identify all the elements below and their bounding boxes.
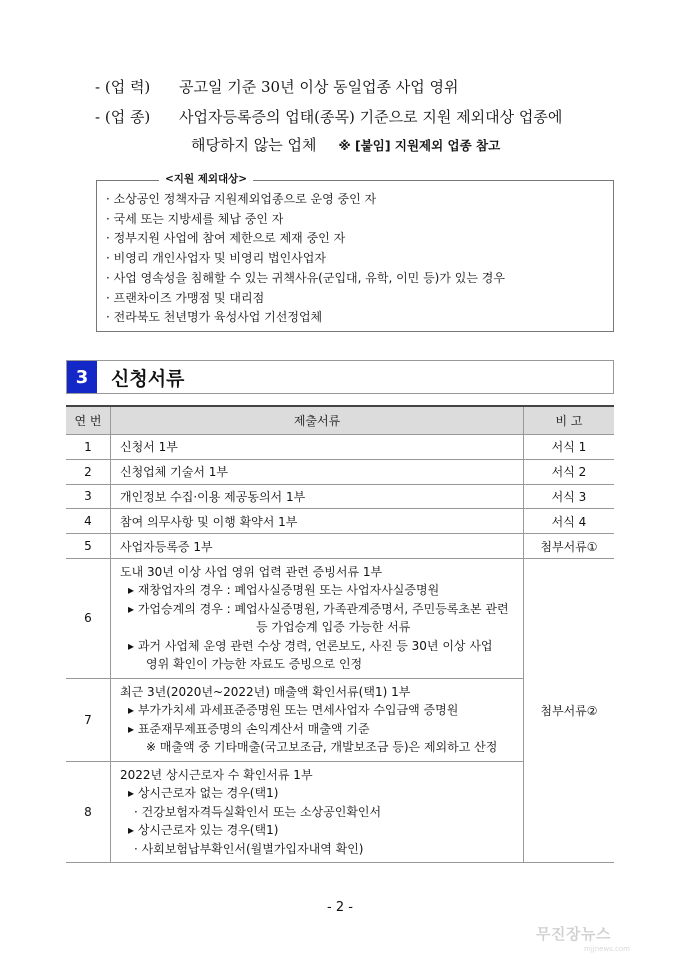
requirement-label: - (업 력): [95, 78, 151, 96]
doc-block: [120, 762, 523, 863]
row-doc: [111, 558, 524, 678]
row-doc: [111, 678, 524, 761]
doc-line: ▸ 표준재무제표증명의 손익계산서 매출액 기준: [128, 721, 370, 736]
doc-line: ※ 매출액 중 기타매출(국고보조금, 개발보조금 등)은 제외하고 산정: [146, 740, 498, 755]
doc-block: [120, 559, 523, 678]
doc-line: ▸ 부가가치세 과세표준증명원 또는 면세사업자 수입금액 증명원: [128, 703, 459, 718]
row-doc: [111, 761, 524, 863]
row-no: 6: [66, 558, 111, 678]
doc-block: [120, 679, 523, 761]
requirement-label: - (업 종): [95, 108, 151, 126]
exclusion-item: · 정부지원 사업에 참여 제한으로 제재 중인 자: [106, 231, 346, 246]
row-note: 첨부서류①: [524, 534, 615, 559]
table-row: [66, 509, 614, 534]
table-row: [66, 435, 614, 460]
row-no: 3: [66, 484, 111, 509]
doc-line: ▸ 과거 사업체 운영 관련 수상 경력, 언론보도, 사진 등 30년 이상 사업: [128, 638, 493, 653]
row-no: 1: [66, 435, 111, 460]
exclusion-item: · 프랜차이즈 가맹점 및 대리점: [106, 290, 265, 305]
row-note: 서식 2: [524, 459, 615, 484]
requirement-industry-cont: [191, 134, 500, 157]
row-note-merged: 첨부서류②: [524, 558, 615, 863]
row-doc: 참여 의무사항 및 이행 확약서 1부: [111, 509, 524, 534]
row-doc: 신청업체 기술서 1부: [111, 459, 524, 484]
doc-line: ▸ 가업승계의 경우 : 폐업사실증명원, 가족관계증명서, 주민등록초본 관련: [128, 601, 509, 616]
header-doc: 제출서류: [111, 406, 524, 435]
row-doc: 사업자등록증 1부: [111, 534, 524, 559]
requirement-text: 공고일 기준 30년 이상 동일업종 사업 영위: [179, 78, 459, 96]
doc-title: 도내 30년 이상 사업 영위 업력 관련 증빙서류 1부: [120, 564, 383, 579]
doc-line: · 건강보험자격득실확인서 또는 소상공인확인서: [134, 804, 382, 819]
row-no: 8: [66, 761, 111, 863]
exclusion-item: · 사업 영속성을 침해할 수 있는 귀책사유(군입대, 유학, 이민 등)가 있는 경우: [106, 270, 505, 285]
doc-line: 등 가업승계 입증 가능한 서류: [256, 620, 411, 635]
row-no: 4: [66, 509, 111, 534]
header-note: 비 고: [524, 406, 615, 435]
section-header: [66, 360, 614, 394]
doc-title: 2022년 상시근로자 수 확인서류 1부: [120, 767, 313, 782]
page-number: - 2 -: [327, 900, 353, 915]
exclusion-item: · 국세 또는 지방세를 체납 중인 자: [106, 211, 284, 226]
doc-line: ▸ 상시근로자 없는 경우(택1): [128, 786, 279, 801]
exclusion-item: · 비영리 개인사업자 및 비영리 법인사업자: [106, 251, 326, 266]
row-no: 2: [66, 459, 111, 484]
section-number: 3: [67, 361, 97, 393]
appendix-note: ※ [붙임] 지원제외 업종 참고: [338, 138, 501, 153]
doc-line: ▸ 상시근로자 있는 경우(택1): [128, 823, 279, 838]
requirement-industry: [95, 106, 562, 128]
requirement-text: 사업자등록증의 업태(종목) 기준으로 지원 제외대상 업종에: [179, 108, 563, 126]
requirement-text: 해당하지 않는 업체: [191, 136, 317, 154]
table-row: [66, 459, 614, 484]
row-doc: 신청서 1부: [111, 435, 524, 460]
watermark-url: mjjnews.com: [584, 945, 630, 953]
row-note: 서식 1: [524, 435, 615, 460]
doc-line: ▸ 재창업자의 경우 : 폐업사실증명원 또는 사업자사실증명원: [128, 583, 440, 598]
table-row: [66, 484, 614, 509]
header-no: 연 번: [66, 406, 111, 435]
table-header-row: [66, 406, 614, 435]
row-doc: 개인정보 수집·이용 제공동의서 1부: [111, 484, 524, 509]
table-row: [66, 558, 614, 678]
row-no: 7: [66, 678, 111, 761]
section-title: 신청서류: [111, 367, 185, 390]
row-no: 5: [66, 534, 111, 559]
documents-table: [66, 405, 614, 863]
doc-title: 최근 3년(2020년~2022년) 매출액 확인서류(택1) 1부: [120, 684, 411, 699]
watermark-logo: 무진장뉴스: [536, 925, 611, 943]
exclusion-item: · 전라북도 천년명가 육성사업 기선정업체: [106, 310, 323, 325]
exclusion-item: · 소상공인 정책자금 지원제외업종으로 운영 중인 자: [106, 192, 377, 206]
exclusion-title: <지원 제외대상>: [159, 171, 253, 186]
doc-line: 영위 확인이 가능한 자료도 증빙으로 인정: [146, 657, 363, 672]
exclusion-list: [106, 190, 505, 328]
doc-line: · 사회보험납부확인서(월별가입자내역 확인): [134, 841, 364, 856]
requirement-history: [95, 76, 459, 98]
row-note: 서식 3: [524, 484, 615, 509]
row-note: 서식 4: [524, 509, 615, 534]
table-row: [66, 534, 614, 559]
